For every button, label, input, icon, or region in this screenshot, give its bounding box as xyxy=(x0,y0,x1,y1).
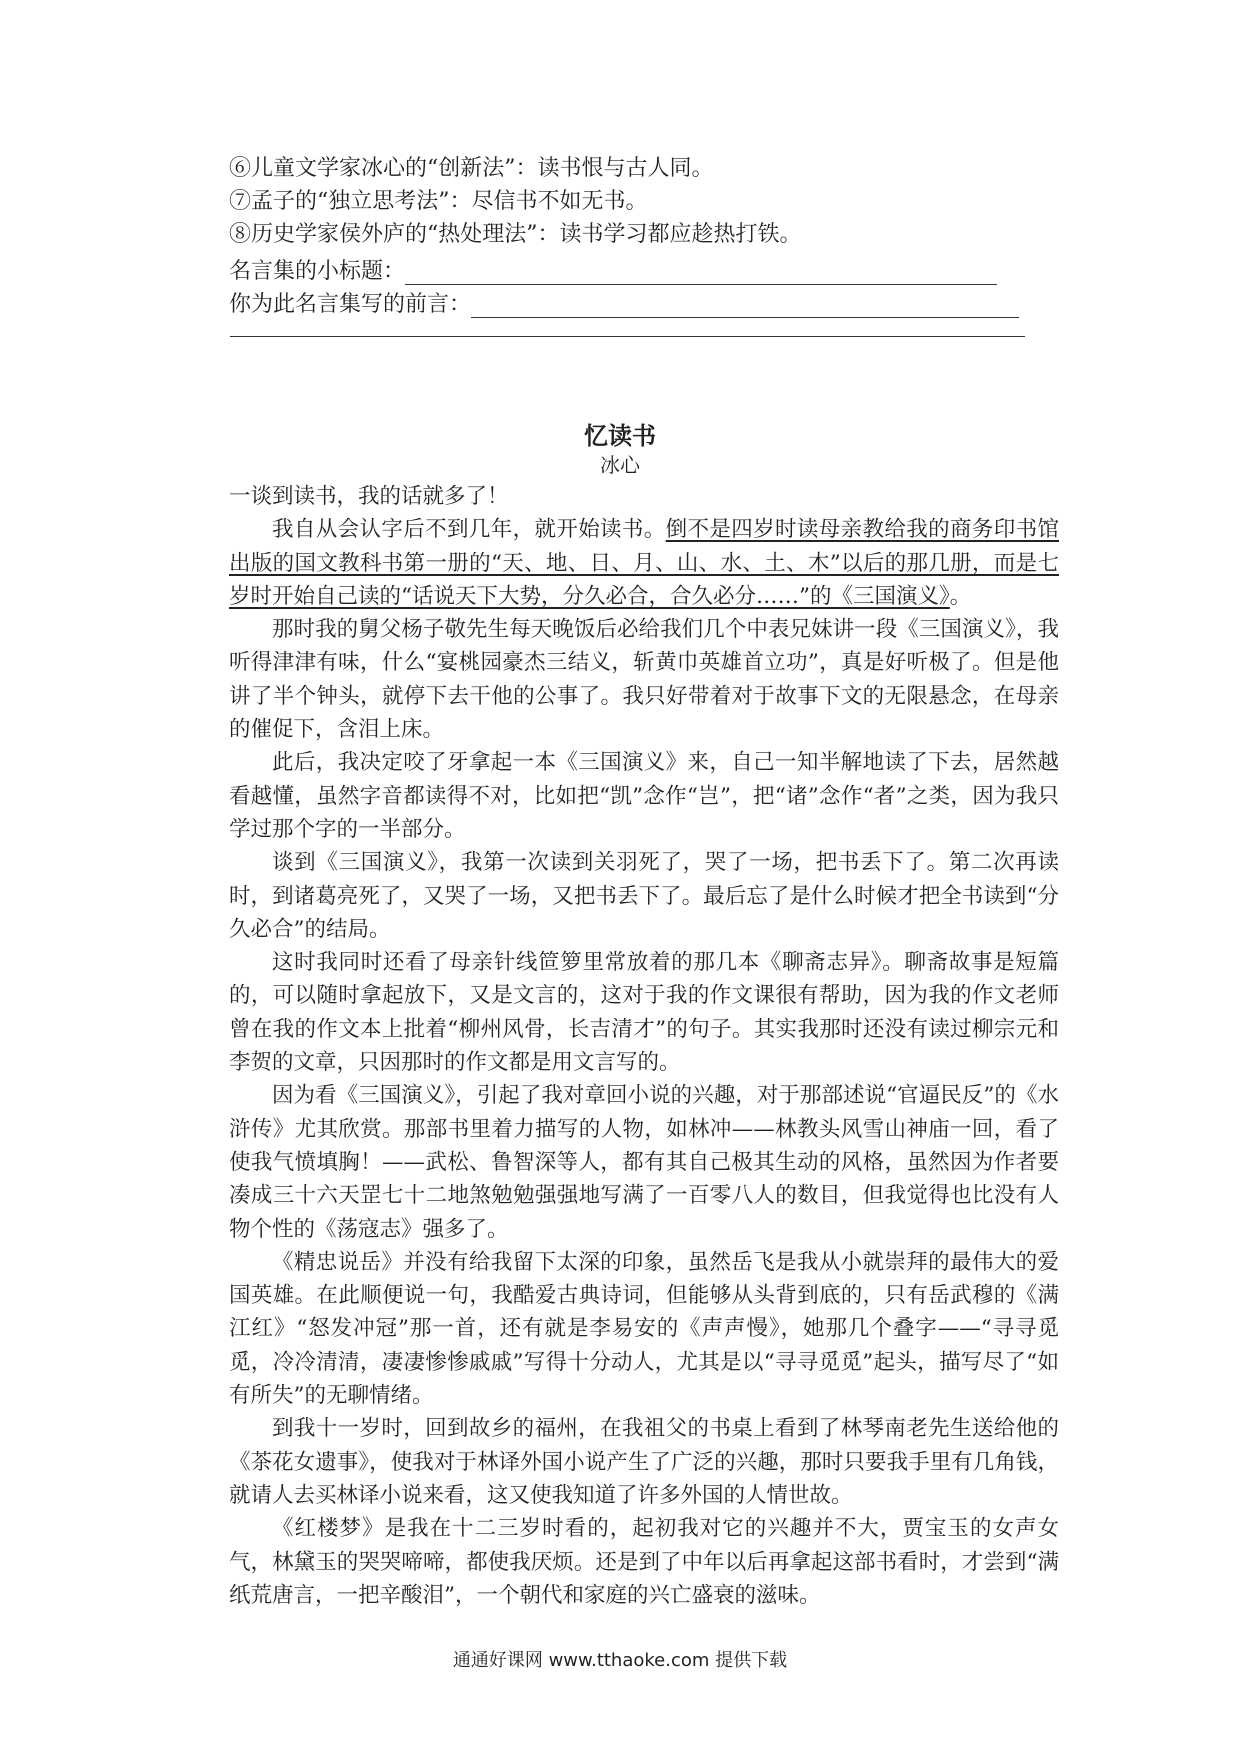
quote-list xyxy=(229,152,1049,251)
article-body xyxy=(229,480,1059,1612)
page-footer: 通通好课网 www.tthaoke.com 提供下载 xyxy=(452,1650,788,1671)
subtitle-answer-line[interactable] xyxy=(405,264,997,285)
article-title: 忆读书 xyxy=(584,422,656,450)
paragraph: 那时我的舅父杨子敬先生每天晚饭后必给我们几个中表兄妹讲一段《三国演义》，我听得津津有味，什么“宴桃园豪杰三结义，斩黄巾英雄首立功”，真是好听极了。但是他讲了半个钟头，就停下去干他的公事了。我只好带着对于故事下文的无限悬念，在母亲的催促下，含泪上床。 xyxy=(229,617,1059,743)
paragraph: 因为看《三国演义》，引起了我对章回小说的兴趣，对于那部述说“官逼民反”的《水浒传》尤其欣赏。那部书里着力描写的人物，如林冲——林教头风雪山神庙一回，看了使我气愤填胸！——武松、鲁智深等人，都有其自己极其生动的风格，虽然因为作者要凑成三十六天罡七十二地煞勉勉强强地写满了一百零八人的数目，但我觉得也比没有人物个性的《荡寇志》强多了。 xyxy=(229,1083,1059,1242)
quote-item: ⑥儿童文学家冰心的“创新法”：读书恨与古人同。 xyxy=(229,156,714,181)
subtitle-answer-row xyxy=(229,254,997,285)
preface-answer-line[interactable] xyxy=(471,297,1019,318)
paragraph: 这时我同时还看了母亲针线笸箩里常放着的那几本《聊斋志异》。聊斋故事是短篇的，可以随时拿起放下，又是文言的，这对于我的作文课很有帮助，因为我的作文老师曾在我的作文本上批着“柳州风骨，长吉清才”的句子。其实我那时还没有读过柳宗元和李贺的文章，只因那时的作文都是用文言写的。 xyxy=(229,950,1059,1076)
paragraph: 此后，我决定咬了牙拿起一本《三国演义》来，自己一知半解地读了下去，居然越看越懂，虽然字音都读得不对，比如把“凯”念作“岂”，把“诸”念作“者”之类，因为我只学过那个字的一半部分。 xyxy=(229,750,1059,842)
paragraph: 谈到《三国演义》，我第一次读到关羽死了，哭了一场，把书丢下了。第二次再读时，到诸葛亮死了，又哭了一场，又把书丢下了。最后忘了是什么时候才把全书读到“分久必合”的结局。 xyxy=(229,850,1059,942)
quote-item: ⑧历史学家侯外庐的“热处理法”：读书学习都应趁热打铁。 xyxy=(229,222,802,247)
quote-item: ⑦孟子的“独立思考法”：尽信书不如无书。 xyxy=(229,189,648,214)
preface-prompt: 你为此名言集写的前言： xyxy=(229,292,472,317)
paragraph-text: 。 xyxy=(949,583,972,609)
paragraph: 《精忠说岳》并没有给我留下太深的印象，虽然岳飞是我从小就崇拜的最伟大的爱国英雄。在此顺便说一句，我酷爱古典诗词，但能够从头背到底的，只有岳武穆的《满江红》“怒发冲冠”那一首，还有就是李易安的《声声慢》，她那几个叠字——“寻寻觅觅，冷冷清清，凄凄惨惨戚戚”写得十分动人，尤其是以“寻寻觅觅”起头，描写尽了“如有所失”的无聊情绪。 xyxy=(229,1249,1059,1409)
paragraph-text: 我自从会认字后不到几年，就开始读书。 xyxy=(272,517,666,543)
preface-answer-row xyxy=(229,287,1019,318)
paragraph: 《红楼梦》是我在十二三岁时看的，起初我对它的兴趣并不大，贾宝玉的女声女气，林黛玉的哭哭啼啼，都使我厌烦。还是到了中年以后再拿起这部书看时，才尝到“满纸荒唐言，一把辛酸泪”，一个朝代和家庭的兴亡盛衰的滋味。 xyxy=(229,1516,1059,1608)
paragraph: 一谈到读书，我的话就多了！ xyxy=(229,484,509,509)
paragraph-underlined xyxy=(229,513,1059,613)
preface-answer-line-2[interactable] xyxy=(230,336,1025,337)
article-author: 冰心 xyxy=(600,453,640,477)
subtitle-prompt: 名言集的小标题： xyxy=(229,259,406,284)
underlined-sentence: 倒不是四岁时读母亲教给我的商务印书馆出版的国文教科书第一册的“天、地、日、月、山、水、土、木”以后的那几册，而是七岁时开始自己读的“话说天下大势，分久必合，合久必分……”的《三国演义》 xyxy=(229,517,1059,609)
paragraph: 到我十一岁时，回到故乡的福州，在我祖父的书桌上看到了林琴南老先生送给他的《茶花女遗事》，使我对于林译外国小说产生了广泛的兴趣，那时只要我手里有几角钱，就请人去买林译小说来看，这又使我知道了许多外国的人情世故。 xyxy=(229,1416,1059,1508)
